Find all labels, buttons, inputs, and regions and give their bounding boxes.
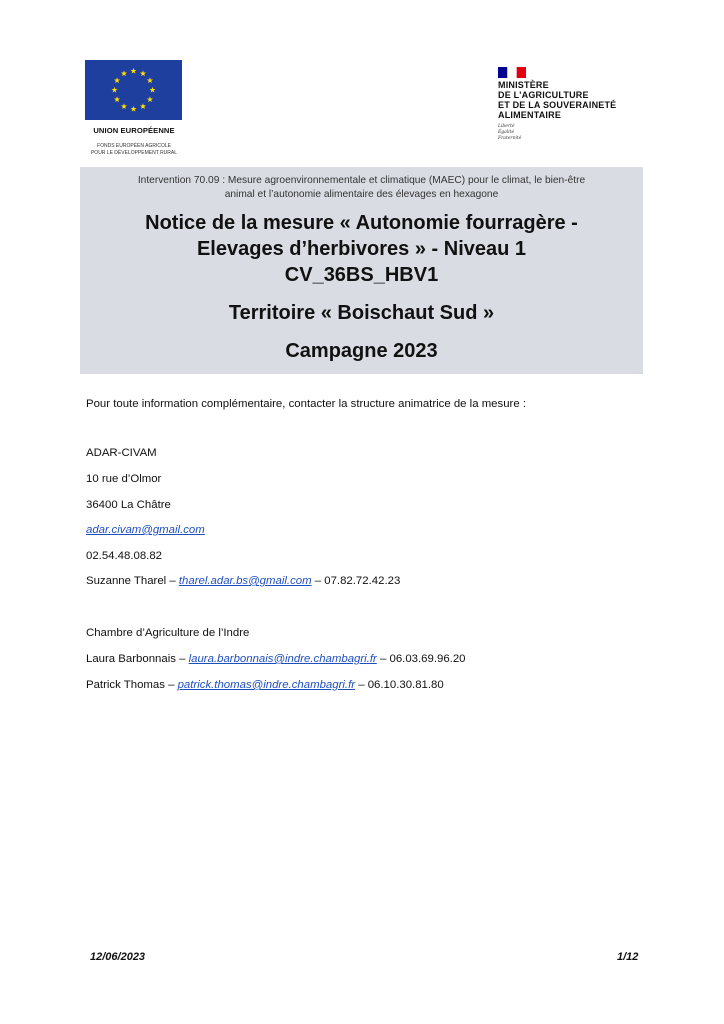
eu-star-icon [140,103,146,109]
notice-title-line1: Notice de la mesure « Autonomie fourragère - [145,212,578,234]
eu-logo-subtitle: FONDS EUROPÉEN AGRICOLE POUR LE DÉVELOPPEMENT RURAL [90,143,178,156]
eu-star-icon [147,77,153,83]
person-phone: – 07.82.72.42.23 [314,575,401,587]
campaign-title: Campagne 2023 [285,340,438,362]
eu-stars-icon [85,60,182,120]
contact-intro: Pour toute information complémentaire, contacter la structure animatrice de la mesure : [86,398,527,410]
person-phone: – 06.03.69.96.20 [380,653,466,665]
org1-name: ADAR-CIVAM [86,447,157,459]
eu-star-icon [130,68,136,74]
eu-star-icon [130,106,136,112]
org1-email-line [86,523,205,537]
french-flag-icon [498,65,526,76]
person-email-link[interactable]: patrick.thomas@indre.chambagri.fr [177,679,356,691]
measure-code: CV_36BS_HBV1 [284,264,439,286]
republic-motto: Liberté Égalité Fraternité [498,124,522,141]
person-email-link[interactable]: laura.barbonnais@indre.chambagri.fr [188,653,377,665]
eu-star-icon [147,96,153,102]
eu-star-icon [149,87,155,93]
org2-name: Chambre d’Agriculture de l’Indre [86,627,250,639]
org1-city: 36400 La Châtre [86,499,171,511]
person-name: Patrick Thomas – [86,679,175,691]
page-number: 1/12 [617,951,639,963]
org1-street: 10 rue d’Olmor [86,473,162,485]
eu-star-icon [140,70,146,76]
eu-logo-title: UNION EUROPÉENNE [93,126,175,135]
person-name: Suzanne Tharel – [86,575,176,587]
org1-phone: 02.54.48.08.82 [86,550,163,562]
org1-person-line [86,574,400,588]
eu-star-icon [114,77,120,83]
org2-person-line [86,652,466,666]
eu-star-icon [114,96,120,102]
eu-star-icon [121,70,127,76]
territory-title: Territoire « Boischaut Sud » [228,302,495,324]
eu-flag-logo [85,60,182,120]
footer-date: 12/06/2023 [90,951,146,963]
ministry-name: MINISTÈRE DE L'AGRICULTURE ET DE LA SOUVERAINETÉ ALIMENTAIRE [498,80,617,120]
intervention-intro: Intervention 70.09 : Mesure agroenvironnementale et climatique (MAEC) pour le climat, le bien-être animal et l’autonomie alimentaire des élevages en hexagone [137,175,586,200]
person-email-link[interactable]: tharel.adar.bs@gmail.com [178,575,312,587]
person-phone: – 06.10.30.81.80 [358,679,444,691]
eu-star-icon [111,87,117,93]
org1-email-link[interactable]: adar.civam@gmail.com [86,524,205,536]
person-name: Laura Barbonnais – [86,653,186,665]
eu-star-icon [121,103,127,109]
notice-title-line2: Elevages d’herbivores » - Niveau 1 [196,238,527,260]
org2-person-line [86,678,444,692]
